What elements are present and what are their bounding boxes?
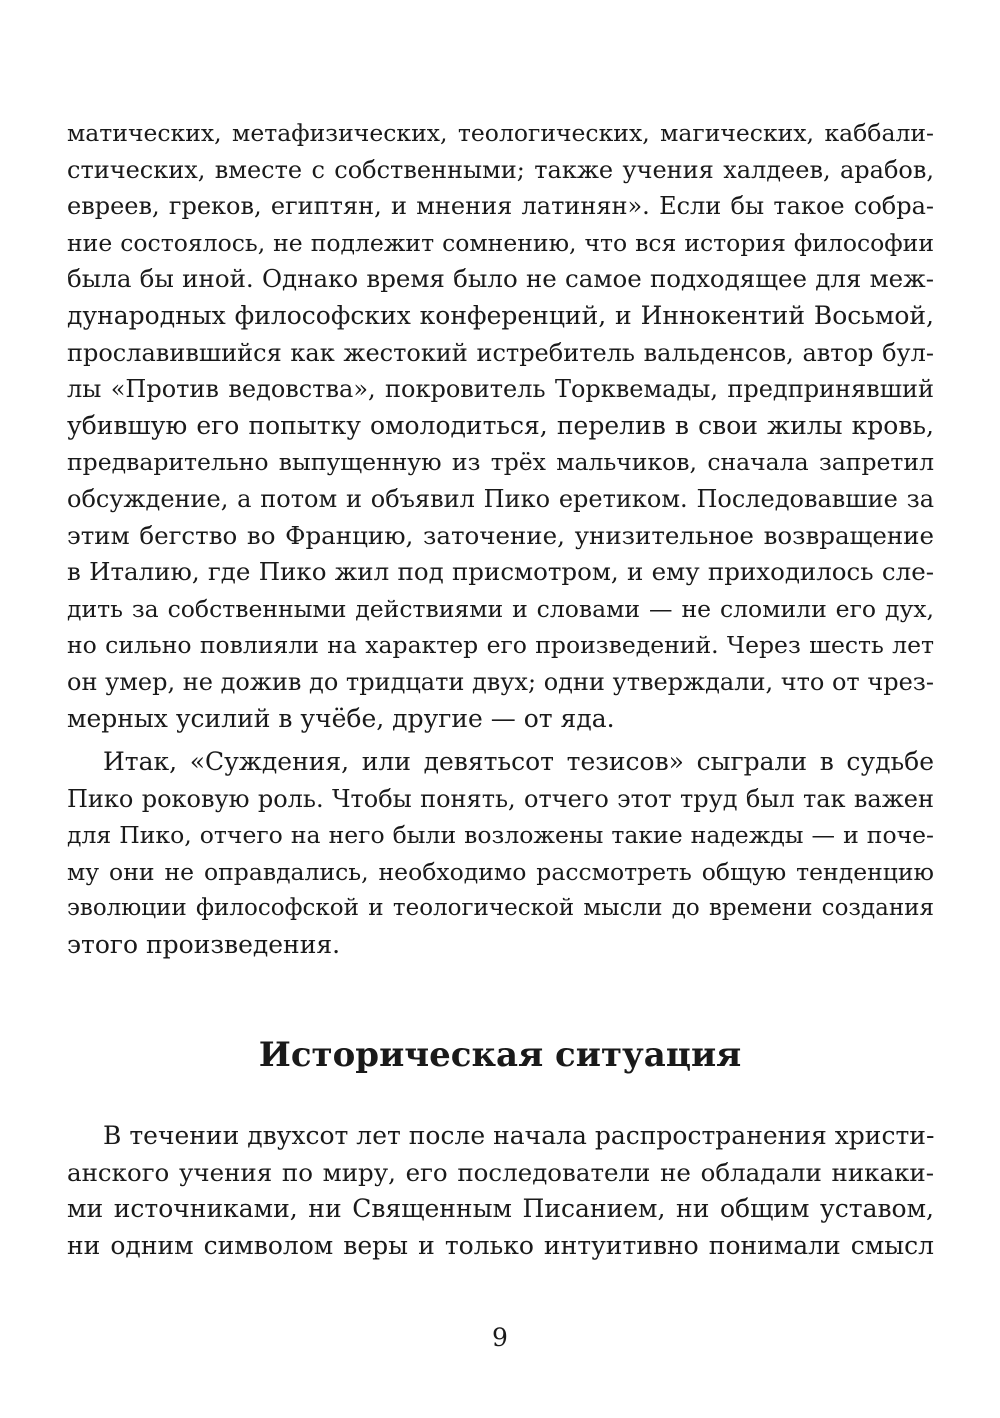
text-line: предварительно выпущенную из трёх мальчиков, сначала запретил	[67, 448, 934, 477]
text-line: стических, вместе с собственными; также учения халдеев, арабов,	[67, 155, 934, 184]
paragraph-continuation	[67, 115, 934, 737]
text-line: Итак, «Суждения, или девятьсот тезисов» сыграли в судьбе	[103, 747, 934, 776]
text-line: он умер, не дожив до тридцати двух; одни утверждали, что от чрез-	[67, 667, 934, 696]
text-line: ни одним символом веры и только интуитивно понимали смысл	[67, 1230, 934, 1260]
text-line: убившую его попытку омолодиться, перелив в свои жилы кровь,	[67, 410, 934, 440]
text-line: дить за собственными действиями и словами — не сломили его дух,	[67, 594, 934, 623]
paragraph	[67, 1118, 934, 1264]
text-line: Пико роковую роль. Чтобы понять, отчего этот труд был так важен	[67, 784, 934, 813]
text-line: анского учения по миру, его последователи не обладали никаки-	[67, 1157, 934, 1187]
text-line: была бы иной. Однако время было не самое подходящее для меж-	[67, 264, 934, 294]
text-line: этого произведения.	[67, 929, 341, 959]
text-line: для Пико, отчего на него были возложены такие надежды — и поче-	[67, 821, 934, 850]
text-line: матических, метафизических, теологических, магических, каббали-	[67, 119, 934, 147]
text-line: мерных усилий в учёбе, другие — от яда.	[67, 703, 615, 733]
text-line: ми источниками, ни Священным Писанием, ни общим уставом,	[67, 1194, 934, 1224]
text-line: евреев, греков, египтян, и мнения латинян». Если бы такое собра-	[67, 192, 934, 221]
text-line: эволюции философской и теологической мысли до времени создания	[67, 895, 934, 922]
text-line: му они не оправдались, необходимо рассмотреть общую тенденцию	[67, 857, 934, 886]
text-line: этим бегство во Францию, заточение, унизительное возвращение	[67, 520, 934, 550]
text-line: но сильно повлияли на характер его произведений. Через шесть лет	[67, 631, 934, 660]
text-line: дународных философских конференций, и Иннокентий Восьмой,	[67, 300, 934, 330]
text-line: В течении двухсот лет после начала распространения христи-	[103, 1121, 935, 1150]
text-line: лы «Против ведовства», покровитель Торквемады, предпринявший	[67, 375, 934, 404]
section-heading: Историческая ситуация	[258, 1035, 742, 1075]
paragraph	[67, 744, 934, 964]
text-line: ние состоялось, не подлежит сомнению, что вся история философии	[67, 228, 934, 257]
text-line: в Италию, где Пико жил под присмотром, и ему приходилось сле-	[67, 557, 934, 587]
page-number: 9	[492, 1323, 508, 1352]
text-line: прославившийся как жестокий истребитель вальденсов, автор бул-	[67, 338, 934, 367]
text-line: обсуждение, а потом и объявил Пико еретиком. Последовавшие за	[67, 484, 934, 513]
